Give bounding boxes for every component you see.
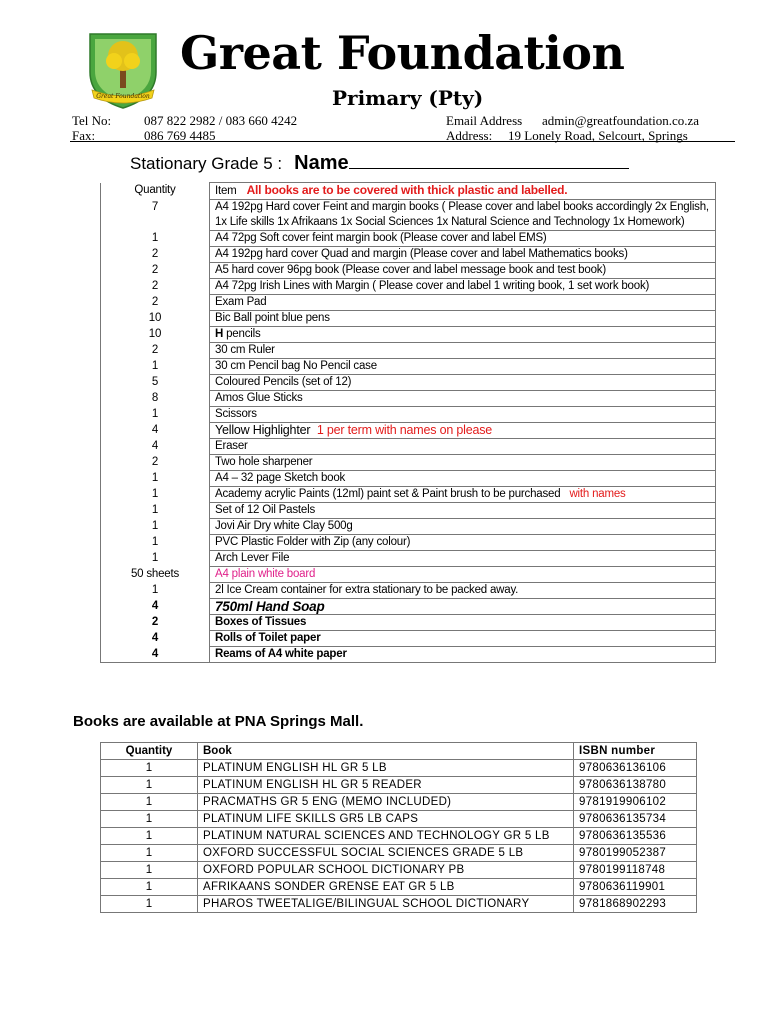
qty-cell: 4	[101, 423, 210, 439]
item-text: Yellow Highlighter	[215, 423, 311, 437]
isbn-cell: 9781919906102	[574, 794, 697, 811]
table-row	[101, 862, 697, 879]
item-cell: Coloured Pencils (set of 12)	[210, 375, 716, 391]
tel-label: Tel No:	[72, 113, 112, 128]
table-row	[101, 828, 697, 845]
item-note: 1 per term with names on please	[316, 423, 493, 437]
qty-cell: 2	[101, 279, 210, 295]
table-row	[101, 359, 716, 375]
qty-cell: 1	[101, 760, 198, 777]
isbn-cell: 9780636135536	[574, 828, 697, 845]
item-cell: A4 – 32 page Sketch book	[210, 471, 716, 487]
contact-right	[446, 113, 699, 143]
qty-cell: 1	[101, 551, 210, 567]
table-row	[101, 439, 716, 455]
qty-cell: 1	[101, 845, 198, 862]
isbn-cell: 9780199118748	[574, 862, 697, 879]
table-row	[101, 567, 716, 583]
item-text: Academy acrylic Paints (12ml) paint set & Paint brush to be purchased	[215, 488, 561, 500]
qty-cell: 5	[101, 375, 210, 391]
header-item	[210, 183, 716, 200]
qty-cell: 2	[101, 615, 210, 631]
qty-cell: 4	[101, 647, 210, 663]
item-cell: A4 192pg hard cover Quad and margin (Please cover and label Mathematics books)	[210, 247, 716, 263]
qty-cell: 1	[101, 471, 210, 487]
qty-cell: 2	[101, 263, 210, 279]
table-row	[101, 295, 716, 311]
qty-cell: 2	[101, 343, 210, 359]
table-row	[101, 471, 716, 487]
isbn-cell: 9781868902293	[574, 896, 697, 913]
isbn-cell: 9780636136106	[574, 760, 697, 777]
qty-cell: 1	[101, 862, 198, 879]
item-cell	[210, 487, 716, 503]
item-cell: A4 72pg Irish Lines with Margin ( Please cover and label 1 writing book, 1 set work book)	[210, 279, 716, 295]
book-cell: PLATINUM NATURAL SCIENCES AND TECHNOLOGY GR 5 LB	[198, 828, 574, 845]
books-table	[100, 742, 697, 913]
name-blank	[349, 150, 629, 169]
qty-cell: 2	[101, 455, 210, 471]
item-cell: A4 plain white board	[210, 567, 716, 583]
email-label: Email Address	[446, 113, 523, 128]
qty-cell: 1	[101, 535, 210, 551]
header-isbn: ISBN number	[574, 743, 697, 760]
table-row	[101, 343, 716, 359]
stationary-title: Stationary Grade 5 :	[130, 154, 283, 173]
table-row	[101, 503, 716, 519]
item-cell: 30 cm Pencil bag No Pencil case	[210, 359, 716, 375]
header-item-label: Item	[215, 185, 237, 197]
header-book: Book	[198, 743, 574, 760]
table-row	[101, 535, 716, 551]
table-row	[101, 811, 697, 828]
books-heading: Books are available at PNA Springs Mall.	[73, 713, 364, 730]
table-row	[101, 375, 716, 391]
item-cell	[210, 327, 716, 343]
qty-cell: 8	[101, 391, 210, 407]
item-cell: A5 hard cover 96pg book (Please cover and label message book and test book)	[210, 263, 716, 279]
qty-cell: 1	[101, 794, 198, 811]
item-cell: A4 192pg Hard cover Feint and margin books ( Please cover and label books accordingly 2x English, 1x Life skills 1x Afrikaans 1x Social Sciences 1x Natural Science and Technology 1x Homework)	[210, 200, 716, 231]
item-cell: 2l Ice Cream container for extra stationary to be packed away.	[210, 583, 716, 599]
isbn-cell: 9780636138780	[574, 777, 697, 794]
table-row	[101, 455, 716, 471]
table-row	[101, 879, 697, 896]
book-cell: PLATINUM ENGLISH HL GR 5 LB	[198, 760, 574, 777]
header-quantity: Quantity	[101, 743, 198, 760]
item-cell: Rolls of Toilet paper	[210, 631, 716, 647]
qty-cell: 2	[101, 295, 210, 311]
table-row	[101, 279, 716, 295]
qty-cell: 1	[101, 583, 210, 599]
table-row	[101, 583, 716, 599]
name-label: Name	[294, 152, 349, 174]
header-note: All books are to be covered with thick plastic and labelled.	[246, 183, 568, 197]
table-row	[101, 327, 716, 343]
address-label: Address:	[446, 128, 493, 143]
table-row	[101, 263, 716, 279]
table-header-row	[101, 183, 716, 200]
tel-value: 087 822 2982 / 083 660 4242	[144, 113, 298, 128]
item-cell	[210, 423, 716, 439]
address-value: 19 Lonely Road, Selcourt, Springs	[508, 128, 688, 143]
school-name: Great Foundation	[180, 26, 625, 80]
qty-cell: 1	[101, 777, 198, 794]
qty-cell: 1	[101, 487, 210, 503]
table-row	[101, 551, 716, 567]
contact-left	[72, 113, 297, 143]
table-row	[101, 760, 697, 777]
item-cell: Arch Lever File	[210, 551, 716, 567]
item-cell: Scissors	[210, 407, 716, 423]
table-row	[101, 487, 716, 503]
item-cell: Exam Pad	[210, 295, 716, 311]
item-cell: A4 72pg Soft cover feint margin book (Please cover and label EMS)	[210, 231, 716, 247]
item-cell: Reams of A4 white paper	[210, 647, 716, 663]
isbn-cell: 9780636119901	[574, 879, 697, 896]
table-row	[101, 407, 716, 423]
fax-value: 086 769 4485	[144, 128, 216, 143]
qty-cell: 1	[101, 359, 210, 375]
qty-cell: 4	[101, 439, 210, 455]
item-cell: Jovi Air Dry white Clay 500g	[210, 519, 716, 535]
table-row	[101, 247, 716, 263]
stationery-table	[100, 182, 716, 663]
book-cell: PLATINUM LIFE SKILLS GR5 LB CAPS	[198, 811, 574, 828]
table-row	[101, 777, 697, 794]
qty-cell: 1	[101, 231, 210, 247]
item-cell: PVC Plastic Folder with Zip (any colour)	[210, 535, 716, 551]
qty-cell: 1	[101, 811, 198, 828]
table-row	[101, 631, 716, 647]
table-row	[101, 896, 697, 913]
header-divider	[70, 141, 735, 142]
qty-cell: 7	[101, 200, 210, 231]
item-cell: Set of 12 Oil Pastels	[210, 503, 716, 519]
table-row	[101, 391, 716, 407]
item-cell: Two hole sharpener	[210, 455, 716, 471]
table-row	[101, 231, 716, 247]
qty-cell: 10	[101, 311, 210, 327]
school-subtitle: Primary (Pty)	[332, 86, 484, 110]
table-row	[101, 423, 716, 439]
book-cell: OXFORD SUCCESSFUL SOCIAL SCIENCES GRADE 5 LB	[198, 845, 574, 862]
table-row	[101, 845, 697, 862]
item-cell: Amos Glue Sticks	[210, 391, 716, 407]
item-cell: Boxes of Tissues	[210, 615, 716, 631]
table-row	[101, 647, 716, 663]
item-note: with names	[569, 488, 626, 500]
item-cell: 750ml Hand Soap	[210, 599, 716, 615]
qty-cell: 2	[101, 247, 210, 263]
item-text: pencils	[223, 328, 261, 340]
qty-cell: 1	[101, 503, 210, 519]
qty-cell: 1	[101, 407, 210, 423]
table-row	[101, 794, 697, 811]
qty-cell: 1	[101, 879, 198, 896]
book-cell: PHAROS TWEETALIGE/BILINGUAL SCHOOL DICTIONARY	[198, 896, 574, 913]
email-value: admin@greatfoundation.co.za	[542, 113, 700, 128]
qty-cell: 4	[101, 631, 210, 647]
book-cell: OXFORD POPULAR SCHOOL DICTIONARY PB	[198, 862, 574, 879]
header-quantity: Quantity	[101, 183, 210, 200]
qty-cell: 1	[101, 896, 198, 913]
table-row	[101, 615, 716, 631]
qty-cell: 1	[101, 519, 210, 535]
title-line	[130, 150, 629, 175]
qty-cell: 10	[101, 327, 210, 343]
school-logo	[84, 28, 162, 110]
table-row	[101, 599, 716, 615]
fax-label: Fax:	[72, 128, 96, 143]
qty-cell: 50 sheets	[101, 567, 210, 583]
table-row	[101, 519, 716, 535]
book-cell: PLATINUM ENGLISH HL GR 5 READER	[198, 777, 574, 794]
table-header-row	[101, 743, 697, 760]
isbn-cell: 9780199052387	[574, 845, 697, 862]
isbn-cell: 9780636135734	[574, 811, 697, 828]
table-row	[101, 311, 716, 327]
qty-cell: 1	[101, 828, 198, 845]
book-cell: AFRIKAANS SONDER GRENSE EAT GR 5 LB	[198, 879, 574, 896]
item-cell: 30 cm Ruler	[210, 343, 716, 359]
item-cell: Bic Ball point blue pens	[210, 311, 716, 327]
item-bold-text: H	[215, 328, 224, 340]
qty-cell: 4	[101, 599, 210, 615]
book-cell: PRACMATHS GR 5 ENG (MEMO INCLUDED)	[198, 794, 574, 811]
logo-ribbon-text: Great Foundation	[96, 93, 150, 100]
table-row	[101, 200, 716, 231]
item-cell: Eraser	[210, 439, 716, 455]
